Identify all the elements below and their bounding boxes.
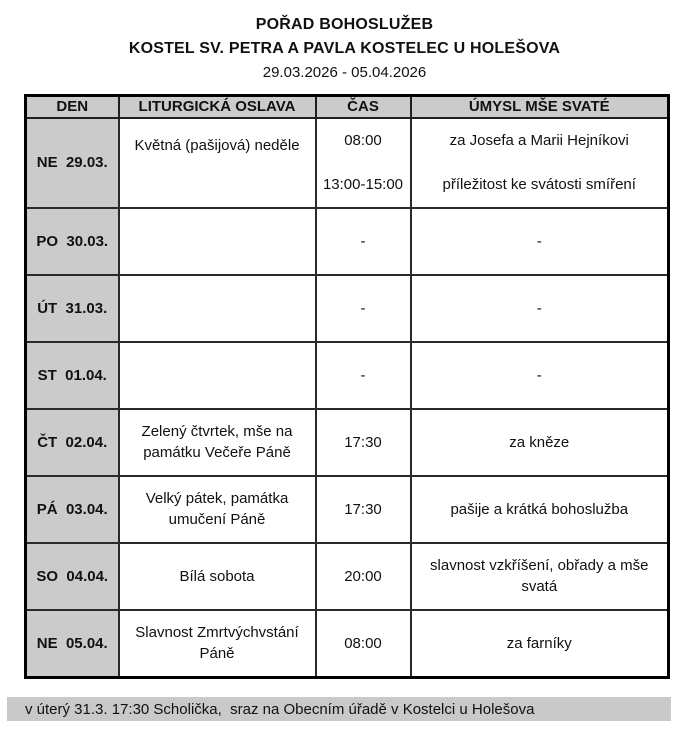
day-cell bbox=[26, 409, 119, 476]
table-row bbox=[26, 409, 669, 476]
cell-text: 13:00-15:00 bbox=[322, 176, 404, 193]
time-cell bbox=[316, 118, 411, 208]
intention-cell bbox=[411, 610, 669, 678]
cell-text: ČT 02.04. bbox=[37, 433, 108, 451]
cell-text: NE 05.04. bbox=[36, 634, 108, 652]
cell-text: 17:30 bbox=[344, 433, 382, 451]
time-cell bbox=[316, 208, 411, 275]
intention-cell bbox=[411, 118, 669, 208]
page-title: POŘAD BOHOSLUŽEB bbox=[255, 16, 434, 33]
cell-text: Bílá sobota bbox=[179, 567, 255, 585]
cell-text: - bbox=[536, 299, 542, 317]
cell-text: Slavnost Zmrtvýchvstání Páně bbox=[135, 624, 299, 662]
day-cell bbox=[26, 118, 119, 208]
time-cell bbox=[316, 409, 411, 476]
day-cell bbox=[26, 275, 119, 342]
time-cell bbox=[316, 275, 411, 342]
celebration-cell bbox=[119, 543, 316, 610]
table-row bbox=[26, 342, 669, 409]
table-row bbox=[26, 543, 669, 610]
church-name: KOSTEL SV. PETRA A PAVLA KOSTELEC U HOLEŠOVA bbox=[128, 40, 561, 57]
day-cell bbox=[26, 342, 119, 409]
intention-cell bbox=[411, 208, 669, 275]
title-block bbox=[0, 0, 689, 84]
cell-text: Zelený čtvrtek, mše na památku Večeře Páně bbox=[141, 423, 293, 461]
intention-cell bbox=[411, 476, 669, 543]
table-row bbox=[26, 275, 669, 342]
cell-text: SO 04.04. bbox=[36, 567, 109, 585]
cell-text: Velký pátek, památka umučení Páně bbox=[145, 490, 289, 528]
cell-text bbox=[126, 173, 309, 207]
table-row bbox=[26, 610, 669, 678]
celebration-cell bbox=[119, 342, 316, 409]
intention-cell bbox=[411, 543, 669, 610]
cell-text: slavnost vzkříšení, obřady a mše svatá bbox=[430, 557, 649, 595]
cell-text: - bbox=[360, 232, 366, 250]
table-header bbox=[26, 96, 669, 118]
time-cell bbox=[316, 543, 411, 610]
cell-text: - bbox=[536, 366, 542, 384]
schedule-table bbox=[24, 94, 670, 679]
celebration-cell bbox=[119, 118, 316, 208]
cell-text: - bbox=[360, 366, 366, 384]
celebration-cell bbox=[119, 610, 316, 678]
cell-text: - bbox=[360, 299, 366, 317]
header-row bbox=[26, 96, 669, 118]
cell-text: za farníky bbox=[506, 634, 572, 652]
column-header-umysl: ÚMYSL MŠE SVATÉ bbox=[411, 96, 669, 118]
cell-text: PO 30.03. bbox=[36, 232, 109, 250]
table-row bbox=[26, 208, 669, 275]
day-cell bbox=[26, 208, 119, 275]
celebration-cell bbox=[119, 275, 316, 342]
cell-text: PÁ 03.04. bbox=[36, 500, 108, 518]
date-range: 29.03.2026 - 05.04.2026 bbox=[262, 64, 427, 81]
cell-text: 08:00 bbox=[344, 132, 382, 149]
day-cell bbox=[26, 610, 119, 678]
cell-text bbox=[126, 209, 309, 274]
table-row bbox=[26, 476, 669, 543]
time-cell bbox=[316, 476, 411, 543]
cell-text: příležitost ke svátosti smíření bbox=[442, 176, 636, 193]
day-cell bbox=[26, 476, 119, 543]
cell-text: ST 01.04. bbox=[37, 366, 107, 384]
cell-text: 17:30 bbox=[344, 500, 382, 518]
day-cell bbox=[26, 543, 119, 610]
schedule-body bbox=[26, 118, 669, 678]
table-row bbox=[26, 118, 669, 208]
cell-text: - bbox=[536, 232, 542, 250]
cell-text: za Josefa a Marii Hejníkovi bbox=[449, 132, 629, 149]
column-header-liturgicka-oslava: LITURGICKÁ OSLAVA bbox=[119, 96, 316, 118]
cell-text: NE 29.03. bbox=[36, 154, 108, 171]
intention-cell bbox=[411, 342, 669, 409]
footer-note: v úterý 31.3. 17:30 Scholička, sraz na Obecním úřadě v Kostelci u Holešova bbox=[7, 697, 671, 721]
celebration-cell bbox=[119, 409, 316, 476]
time-cell bbox=[316, 610, 411, 678]
cell-text: 08:00 bbox=[344, 634, 382, 652]
cell-text: 20:00 bbox=[344, 567, 382, 585]
celebration-cell bbox=[119, 208, 316, 275]
cell-text: ÚT 31.03. bbox=[37, 299, 108, 317]
column-header-cas: ČAS bbox=[316, 96, 411, 118]
cell-text: Květná (pašijová) neděle bbox=[134, 137, 300, 155]
cell-text: za kněze bbox=[509, 433, 570, 451]
celebration-cell bbox=[119, 476, 316, 543]
cell-text bbox=[126, 276, 309, 341]
cell-text: pašije a krátká bohoslužba bbox=[450, 500, 629, 518]
time-cell bbox=[316, 342, 411, 409]
column-header-den: DEN bbox=[26, 96, 119, 118]
intention-cell bbox=[411, 409, 669, 476]
intention-cell bbox=[411, 275, 669, 342]
cell-text bbox=[126, 343, 309, 408]
